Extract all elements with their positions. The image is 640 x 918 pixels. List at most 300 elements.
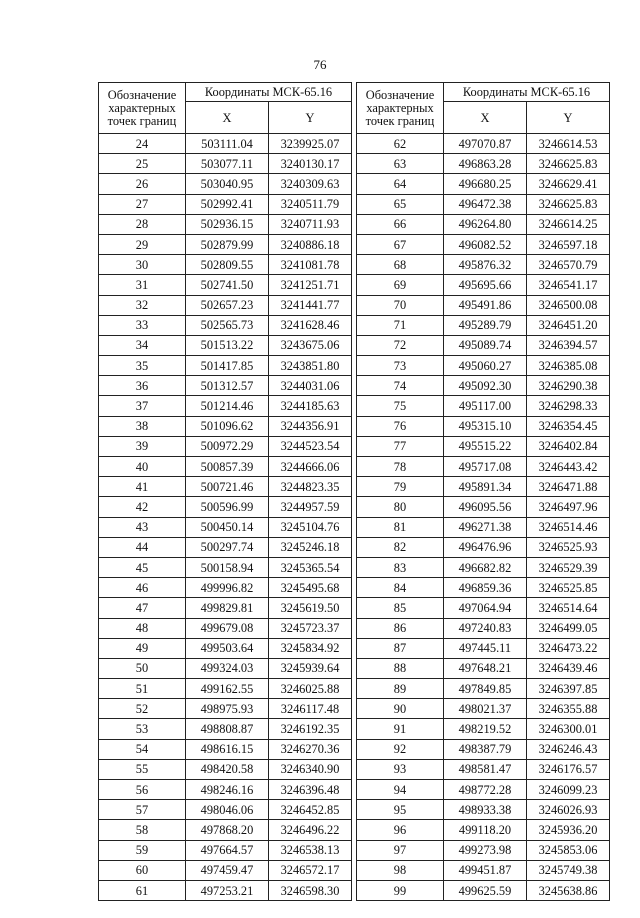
x-cell: 498246.16 [186,780,269,800]
point-cell: 75 [357,396,444,416]
x-cell: 502565.73 [186,315,269,335]
x-cell: 495491.86 [444,295,527,315]
x-cell: 496095.56 [444,497,527,517]
point-cell: 25 [99,154,186,174]
x-cell: 501096.62 [186,416,269,436]
point-cell: 93 [357,759,444,779]
y-cell: 3246192.35 [269,719,352,739]
table-row [99,376,352,396]
y-cell: 3246499.05 [527,618,610,638]
table-row [99,679,352,699]
y-cell: 3240511.79 [269,194,352,214]
x-cell: 499625.59 [444,880,527,900]
table-row [357,820,610,840]
x-cell: 497459.47 [186,860,269,880]
table-row [357,497,610,517]
table-row [99,699,352,719]
y-cell: 3240130.17 [269,154,352,174]
x-cell: 496264.80 [444,214,527,234]
table-row [99,840,352,860]
y-cell: 3244823.35 [269,477,352,497]
x-cell: 500297.74 [186,537,269,557]
x-cell: 498975.93 [186,699,269,719]
point-cell: 27 [99,194,186,214]
y-cell: 3240309.63 [269,174,352,194]
y-cell: 3246541.17 [527,275,610,295]
x-cell: 497253.21 [186,880,269,900]
table-row [99,658,352,678]
point-label-header: Обозначение характерных точек границ [357,83,444,134]
point-cell: 70 [357,295,444,315]
point-cell: 80 [357,497,444,517]
x-cell: 496472.38 [444,194,527,214]
table-row [357,416,610,436]
y-cell: 3246625.83 [527,154,610,174]
x-header: X [186,102,269,134]
point-cell: 53 [99,719,186,739]
y-cell: 3241441.77 [269,295,352,315]
table-row [99,557,352,577]
point-cell: 46 [99,578,186,598]
point-cell: 79 [357,477,444,497]
point-cell: 51 [99,679,186,699]
y-cell: 3246099.23 [527,780,610,800]
y-cell: 3245853.06 [527,840,610,860]
point-cell: 98 [357,860,444,880]
point-cell: 32 [99,295,186,315]
table-row [357,679,610,699]
y-cell: 3246570.79 [527,255,610,275]
point-cell: 89 [357,679,444,699]
x-cell: 498772.28 [444,780,527,800]
point-cell: 68 [357,255,444,275]
x-cell: 497849.85 [444,679,527,699]
x-cell: 498581.47 [444,759,527,779]
table-row [99,396,352,416]
table-row [357,376,610,396]
point-cell: 55 [99,759,186,779]
point-cell: 54 [99,739,186,759]
y-cell: 3246514.64 [527,598,610,618]
point-cell: 24 [99,134,186,154]
table-row [357,255,610,275]
point-cell: 43 [99,517,186,537]
point-cell: 77 [357,436,444,456]
table-row [357,719,610,739]
point-cell: 88 [357,658,444,678]
y-cell: 3245495.68 [269,578,352,598]
table-row [99,860,352,880]
point-cell: 42 [99,497,186,517]
point-cell: 41 [99,477,186,497]
y-cell: 3246025.88 [269,679,352,699]
table-row [357,780,610,800]
x-cell: 496680.25 [444,174,527,194]
point-cell: 50 [99,658,186,678]
y-cell: 3244031.06 [269,376,352,396]
point-cell: 91 [357,719,444,739]
x-cell: 502809.55 [186,255,269,275]
y-cell: 3246385.08 [527,356,610,376]
point-cell: 52 [99,699,186,719]
x-cell: 496682.82 [444,557,527,577]
point-cell: 30 [99,255,186,275]
x-cell: 496271.38 [444,517,527,537]
point-cell: 37 [99,396,186,416]
table-row [99,174,352,194]
x-cell: 497064.94 [444,598,527,618]
coordinates-table-left [98,82,352,901]
y-cell: 3245246.18 [269,537,352,557]
y-cell: 3245936.20 [527,820,610,840]
table-row [357,557,610,577]
point-cell: 83 [357,557,444,577]
table-row [99,598,352,618]
x-cell: 497648.21 [444,658,527,678]
table-row [357,315,610,335]
y-cell: 3244666.06 [269,457,352,477]
y-cell: 3246572.17 [269,860,352,880]
x-cell: 502657.23 [186,295,269,315]
x-cell: 498420.58 [186,759,269,779]
y-cell: 3246538.13 [269,840,352,860]
table-row [99,497,352,517]
x-cell: 503077.11 [186,154,269,174]
x-cell: 497445.11 [444,638,527,658]
point-cell: 61 [99,880,186,900]
point-cell: 49 [99,638,186,658]
x-cell: 500158.94 [186,557,269,577]
y-cell: 3246614.25 [527,214,610,234]
x-cell: 501417.85 [186,356,269,376]
y-cell: 3240886.18 [269,234,352,254]
y-cell: 3246443.42 [527,457,610,477]
y-cell: 3246396.48 [269,780,352,800]
table-row [357,880,610,900]
table-row [99,719,352,739]
point-cell: 45 [99,557,186,577]
x-cell: 500450.14 [186,517,269,537]
x-cell: 499503.64 [186,638,269,658]
table-row [357,457,610,477]
y-cell: 3246290.38 [527,376,610,396]
y-cell: 3246394.57 [527,335,610,355]
y-cell: 3246473.22 [527,638,610,658]
y-cell: 3241628.46 [269,315,352,335]
table-body-right [357,134,610,901]
point-cell: 34 [99,335,186,355]
y-cell: 3246298.33 [527,396,610,416]
y-cell: 3245939.64 [269,658,352,678]
x-cell: 498387.79 [444,739,527,759]
x-cell: 495876.32 [444,255,527,275]
point-cell: 73 [357,356,444,376]
table-row [357,840,610,860]
table-row [99,477,352,497]
point-cell: 87 [357,638,444,658]
point-cell: 66 [357,214,444,234]
y-cell: 3246597.18 [527,234,610,254]
y-cell: 3245749.38 [527,860,610,880]
x-cell: 502741.50 [186,275,269,295]
y-cell: 3246439.46 [527,658,610,678]
table-row [357,214,610,234]
table-row [357,800,610,820]
table-row [357,578,610,598]
y-cell: 3244957.59 [269,497,352,517]
x-cell: 502879.99 [186,234,269,254]
x-cell: 501214.46 [186,396,269,416]
y-cell: 3246452.85 [269,800,352,820]
coordinates-tables [98,82,610,901]
point-cell: 81 [357,517,444,537]
point-cell: 96 [357,820,444,840]
y-cell: 3246300.01 [527,719,610,739]
y-cell: 3245619.50 [269,598,352,618]
table-row [357,436,610,456]
point-cell: 72 [357,335,444,355]
y-cell: 3246529.39 [527,557,610,577]
table-row [99,275,352,295]
y-cell: 3246496.22 [269,820,352,840]
y-cell: 3246451.20 [527,315,610,335]
x-cell: 500972.29 [186,436,269,456]
x-cell: 498808.87 [186,719,269,739]
table-row [99,295,352,315]
point-cell: 63 [357,154,444,174]
table-row [357,517,610,537]
point-cell: 47 [99,598,186,618]
point-cell: 99 [357,880,444,900]
x-cell: 495060.27 [444,356,527,376]
point-cell: 94 [357,780,444,800]
y-cell: 3244185.63 [269,396,352,416]
y-cell: 3245104.76 [269,517,352,537]
table-row [99,154,352,174]
point-cell: 76 [357,416,444,436]
table-row [357,194,610,214]
y-cell: 3245365.54 [269,557,352,577]
x-cell: 498933.38 [444,800,527,820]
y-cell: 3246514.46 [527,517,610,537]
table-row [99,194,352,214]
table-row [357,618,610,638]
y-cell: 3243675.06 [269,335,352,355]
table-row [357,174,610,194]
y-cell: 3246355.88 [527,699,610,719]
table-row [99,134,352,154]
x-cell: 496082.52 [444,234,527,254]
x-cell: 495515.22 [444,436,527,456]
x-cell: 499829.81 [186,598,269,618]
point-cell: 56 [99,780,186,800]
y-cell: 3241081.78 [269,255,352,275]
table-row [99,356,352,376]
table-row [357,739,610,759]
table-row [357,295,610,315]
y-cell: 3246176.57 [527,759,610,779]
y-cell: 3246397.85 [527,679,610,699]
x-cell: 499273.98 [444,840,527,860]
point-cell: 85 [357,598,444,618]
x-cell: 495891.34 [444,477,527,497]
point-cell: 84 [357,578,444,598]
point-cell: 78 [357,457,444,477]
x-cell: 499118.20 [444,820,527,840]
point-cell: 36 [99,376,186,396]
y-cell: 3243851.80 [269,356,352,376]
table-row [99,739,352,759]
x-cell: 498046.06 [186,800,269,820]
table-row [99,820,352,840]
point-cell: 67 [357,234,444,254]
x-cell: 498219.52 [444,719,527,739]
point-cell: 95 [357,800,444,820]
table-row [99,214,352,234]
x-cell: 502992.41 [186,194,269,214]
y-cell: 3246497.96 [527,497,610,517]
x-cell: 496476.96 [444,537,527,557]
x-cell: 499996.82 [186,578,269,598]
point-cell: 39 [99,436,186,456]
x-cell: 500721.46 [186,477,269,497]
table-row [99,517,352,537]
point-cell: 31 [99,275,186,295]
table-row [99,578,352,598]
table-row [357,598,610,618]
point-cell: 44 [99,537,186,557]
table-row [99,416,352,436]
coordinates-table-right [356,82,610,901]
y-cell: 3246598.30 [269,880,352,900]
point-label-header: Обозначение характерных точек границ [99,83,186,134]
point-cell: 38 [99,416,186,436]
x-cell: 496859.36 [444,578,527,598]
point-cell: 59 [99,840,186,860]
point-cell: 60 [99,860,186,880]
table-row [357,335,610,355]
y-cell: 3246402.84 [527,436,610,456]
table-body-left [99,134,352,901]
table-row [99,618,352,638]
y-cell: 3246246.43 [527,739,610,759]
x-cell: 501312.57 [186,376,269,396]
point-cell: 48 [99,618,186,638]
y-cell: 3244356.91 [269,416,352,436]
y-cell: 3246525.93 [527,537,610,557]
x-cell: 495117.00 [444,396,527,416]
x-cell: 503040.95 [186,174,269,194]
table-row [357,537,610,557]
point-cell: 58 [99,820,186,840]
x-cell: 498616.15 [186,739,269,759]
y-header: Y [269,102,352,134]
x-cell: 503111.04 [186,134,269,154]
x-cell: 500857.39 [186,457,269,477]
y-cell: 3246270.36 [269,739,352,759]
x-cell: 499162.55 [186,679,269,699]
y-cell: 3241251.71 [269,275,352,295]
x-cell: 495092.30 [444,376,527,396]
y-cell: 3246629.41 [527,174,610,194]
y-cell: 3245834.92 [269,638,352,658]
table-row [99,255,352,275]
x-cell: 495717.08 [444,457,527,477]
page-number: 76 [313,57,327,72]
table-row [357,134,610,154]
point-cell: 29 [99,234,186,254]
point-cell: 57 [99,800,186,820]
table-row [99,315,352,335]
coordinates-header: Координаты МСК-65.16 [186,83,352,102]
table-row [357,396,610,416]
x-cell: 495315.10 [444,416,527,436]
table-row [99,800,352,820]
table-row [99,457,352,477]
y-cell: 3245638.86 [527,880,610,900]
y-cell: 3245723.37 [269,618,352,638]
point-cell: 33 [99,315,186,335]
x-cell: 495289.79 [444,315,527,335]
x-cell: 495089.74 [444,335,527,355]
x-cell: 502936.15 [186,214,269,234]
table-row [99,537,352,557]
y-cell: 3240711.93 [269,214,352,234]
x-cell: 498021.37 [444,699,527,719]
x-cell: 497664.57 [186,840,269,860]
table-row [99,880,352,900]
y-cell: 3246471.88 [527,477,610,497]
table-row [357,699,610,719]
y-cell: 3246354.45 [527,416,610,436]
y-cell: 3246625.83 [527,194,610,214]
x-header: X [444,102,527,134]
point-cell: 82 [357,537,444,557]
x-cell: 497070.87 [444,134,527,154]
table-row [357,154,610,174]
point-cell: 40 [99,457,186,477]
table-row [357,356,610,376]
y-cell: 3246026.93 [527,800,610,820]
point-cell: 26 [99,174,186,194]
point-cell: 64 [357,174,444,194]
y-cell: 3246525.85 [527,578,610,598]
coordinates-header: Координаты МСК-65.16 [444,83,610,102]
point-cell: 74 [357,376,444,396]
point-cell: 35 [99,356,186,376]
point-cell: 86 [357,618,444,638]
x-cell: 496863.28 [444,154,527,174]
table-row [357,658,610,678]
table-row [357,477,610,497]
y-header: Y [527,102,610,134]
x-cell: 500596.99 [186,497,269,517]
y-cell: 3246117.48 [269,699,352,719]
table-row [357,638,610,658]
table-row [99,436,352,456]
table-row [357,234,610,254]
table-row [357,275,610,295]
y-cell: 3239925.07 [269,134,352,154]
point-cell: 69 [357,275,444,295]
x-cell: 501513.22 [186,335,269,355]
x-cell: 499679.08 [186,618,269,638]
y-cell: 3246500.08 [527,295,610,315]
point-cell: 90 [357,699,444,719]
table-row [99,234,352,254]
x-cell: 497868.20 [186,820,269,840]
table-row [357,860,610,880]
